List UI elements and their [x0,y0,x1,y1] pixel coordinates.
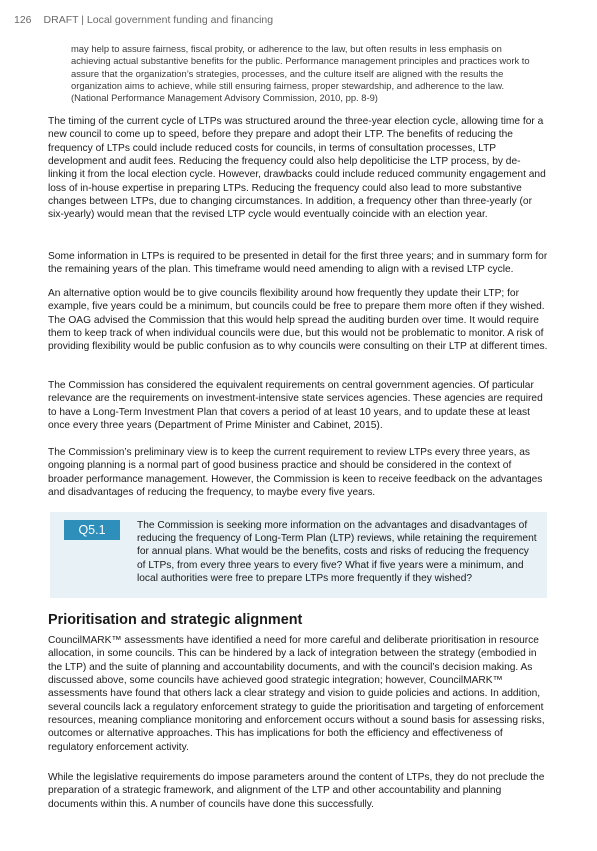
document-title: DRAFT | Local government funding and financing [43,14,274,26]
paragraph-councilmark: CouncilMARK™ assessments have identified a need for more careful and deliberate prioritisation in resource allocation, in some councils. This can be hindered by a lack of integration between the strategy (embodied in the LTP) and the suite of planning and accountability documents, and with the council’s decision making. As discussed above, some councils have achieved good strategic integration; however, CouncilMARK™ assessments have found that others lack a clear strategy and vision to guide policies and actions. In addition, several councils lack a regulatory enforcement strategy to guide the prioritisation and targeting of enforcement resources, meaning compliance monitoring and enforcement occurs without a sound basis for assessing risks, outcomes or alternative approaches. This has implications for both the efficiency and effectiveness of regulatory enforcement activity. [48,635,545,753]
question-text: The Commission is seeking more information on the advantages and disadvantages of reducing the frequency of Long-Term Plan (LTP) reviews, while retaining the requirement for annual plans. What would be the benefits, costs and risks of reducing the frequency of LTPs, from every three years to every five? What if five years were a minimum, and local authorities were free to prepare LTPs more frequently if they wished? [137,520,537,584]
paragraph-ltp-detail: Some information in LTPs is required to be presented in detail for the first three years; and in summary form for the remaining years of the plan. This timeframe would need amending to align with a revised LTP cycle. [48,251,548,276]
paragraph-ltp-timing: The timing of the current cycle of LTPs was structured around the three-year election cycle, allowing time for a new council to come up to speed, before they prepare and adopt their LTP. The benefits of reducing the frequency of LTPs could include reduced costs for councils, in terms of consultation processes, LTP development and audit fees. Reducing the frequency could also help depoliticise the LTP process, by de-linking it from the local election cycle. However, drawbacks could include reduced community engagement and loss of in-house expertise in preparing LTPs. Reducing the frequency could also lead to more substantive changes between LTPs, due to changing circumstances. In addition, a frequency other than three-yearly (or six-yearly) would mean that the revised LTP cycle would eventually coincide with an election year. [48,116,546,221]
paragraph-central-government: The Commission has considered the equivalent requirements on central government agencies. Of particular relevance are the requirements on investment-intensive state services agencies. These agencies are required to have a Long-Term Investment Plan that covers a period of at least 10 years, and to update these at least once every three years (Department of Prime Minister and Cabinet, 2015). [48,380,543,432]
paragraph-preliminary-view: The Commission’s preliminary view is to keep the current requirement to review LTPs every three years, as ongoing planning is a normal part of good business practice and should be considered in the context of broader performance management. However, the Commission is keen to receive feedback on the advantages and disadvantages of reducing the frequency, to maybe every five years. [48,447,543,499]
page-header [14,14,273,26]
paragraph-legislative-requirements: While the legislative requirements do impose parameters around the content of LTPs, they do not preclude the preparation of a strategic framework, and alignment of the LTP and other accountability and planning documents within this. A number of councils have done this successfully. [48,772,545,810]
block-quote: may help to assure fairness, fiscal probity, or adherence to the law, but often results in less emphasis on achieving actual substantive benefits for the public. Performance management principles and practices work to assure that the organization’s strategies, processes, and the culture itself are aligned with the results the organization aims to achieve, while still ensuring fairness, proper stewardship, and adherence to the law. (National Performance Management Advisory Commission, 2010, pp. 8-9) [71,43,530,104]
paragraph-alternative-option: An alternative option would be to give councils flexibility around how frequently they update their LTP; for example, five years could be a minimum, but councils could be free to prepare them more often if they wished. The OAG advised the Commission that this would help spread the auditing burden over time. It would require them to keep track of when individual councils were due, but this would not be problematic to monitor. A risk of providing flexibility would be public confusion as to why councils were consulting on their LTP at different times. [48,288,548,353]
question-box [50,512,547,598]
section-heading: Prioritisation and strategic alignment [48,612,303,628]
question-number-badge: Q5.1 [64,520,120,540]
page-number: 126 [14,14,32,26]
